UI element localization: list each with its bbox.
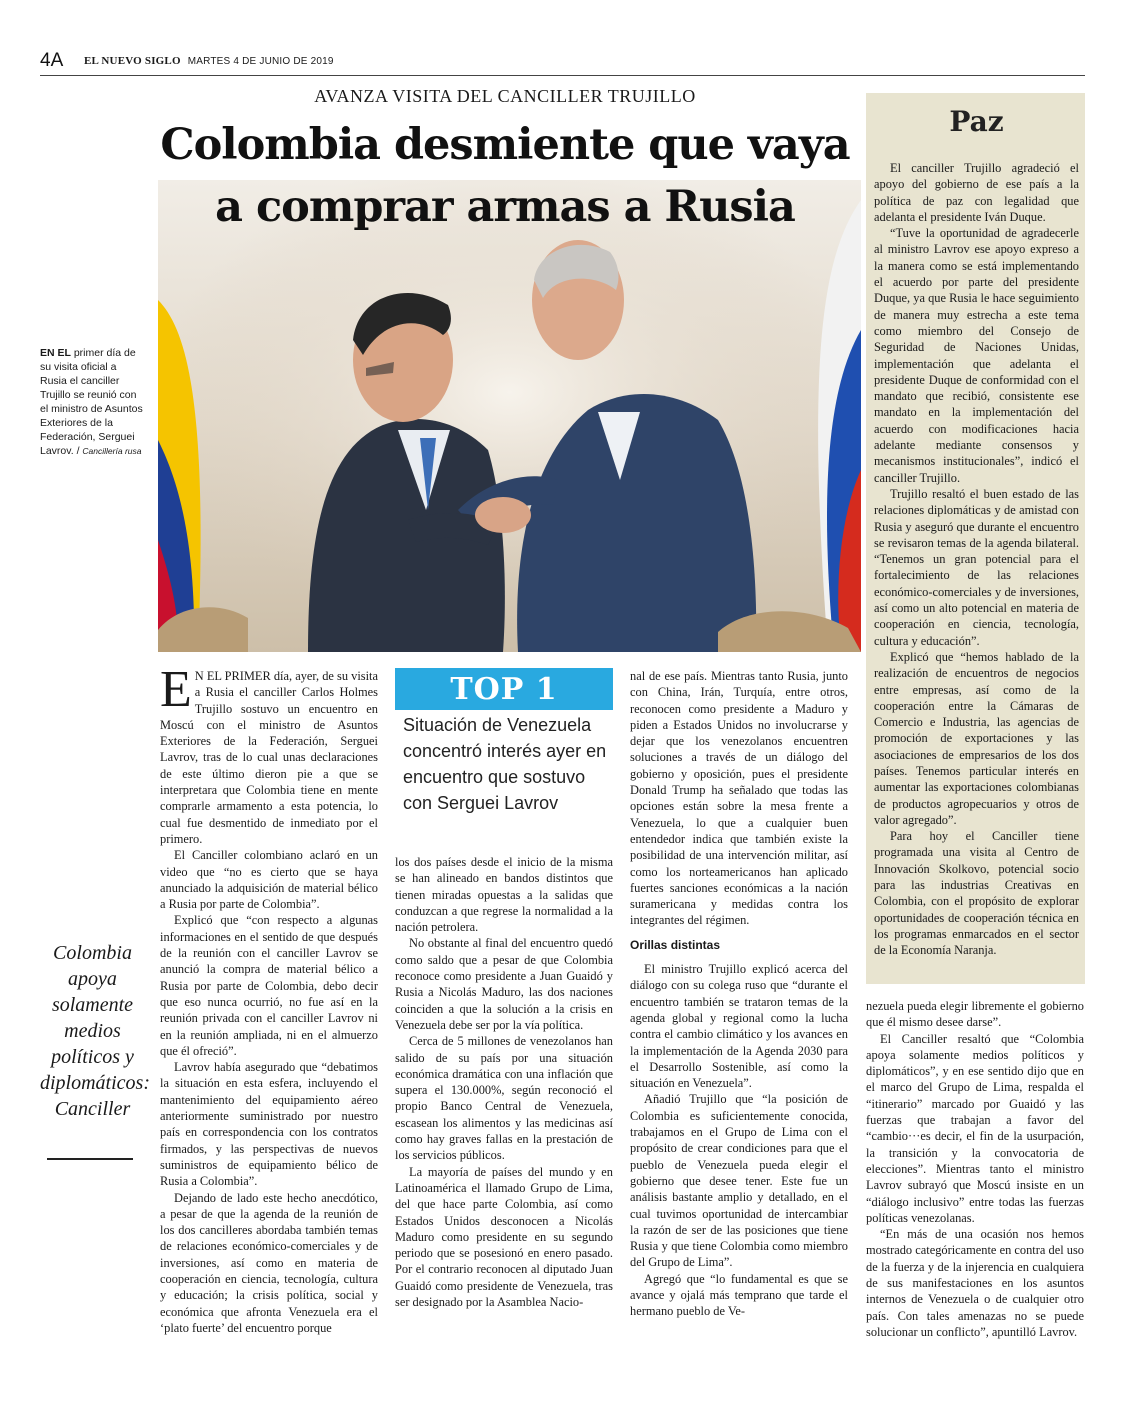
caption-lead: EN EL bbox=[40, 347, 71, 359]
pull-quote: Colombia apoya solamente medios políticos y diplomáticos: Canciller bbox=[40, 942, 150, 1120]
body-paragraph: No obstante al final del encuentro quedó como saldo que a pesar de que Colombia reconoce como presidente a Juan Guaidó y Rusia a Nicolás Maduro, las dos naciones coinciden a que la solución a la crisis en Venezuela debe ser por la vía política. bbox=[395, 936, 613, 1032]
body-column-1 bbox=[160, 661, 378, 1336]
sidebar-paragraph: Explicó que “hemos hablado de la realización de encuentros de negocios entre empresas, así como de la cooperación entre la Cámaras de Comercio e Industria, las agencias de promoción de exportaciones y las asociaciones de empresarios de los dos países. Tenemos particular interés en aumentar las exportaciones colombianas de productos agropecuarios y otros de valor agregado”. bbox=[874, 649, 1079, 827]
sidebar-box-paz bbox=[866, 93, 1085, 984]
sidebar-paragraph: Para hoy el Canciller tiene programada una visita al Centro de Innovación Skolkovo, potencial socio para las industrias Creativas en Colombia, con el propósito de explorar oportunidades de cooperación técnica en los programas enmarcados en el sector de la Economía Naranja. bbox=[874, 829, 1079, 958]
photo-caption bbox=[40, 346, 144, 458]
page-number: 4A bbox=[40, 50, 64, 71]
body-paragraph: El ministro Trujillo explicó acerca del diálogo con su colega ruso que “durante el encuentro también se trataron temas de la agenda global y regional como la lucha contra el cambio climático y los avances en la implementación de la Agenda 2030 para el Desarrollo Sostenible, así como la situación en Venezuela”. bbox=[630, 962, 848, 1091]
body-paragraph: Lavrov había asegurado que “debatimos la situación en esta esfera, incluyendo el mantenimiento del equipamiento aéreo anteriormente suministrado por nuestro país en correspondencia con los contratos firmados, y las perspectivas de nuevos suministros de equipamiento bélico de Rusia a Colombia”. bbox=[160, 1060, 378, 1189]
body-paragraph: El Canciller resaltó que “Colombia apoya solamente medios políticos y diplomáticos”, y en ese sentido dijo que en el marco del Grupo de Lima, respalda el “itinerario” marcado por Guaidó y las fuerzas que trabajan a favor del “cambio···es decir, el fin de la usurpación, la transición y la convocatoria de elecciones”. Mientras tanto el ministro Lavrov subrayó que Moscú insiste en un “diálogo inclusivo” entre todas las fuerzas políticas venezolanas. bbox=[866, 1031, 1084, 1225]
sidebar-paragraph: El canciller Trujillo agradeció el apoyo del gobierno de ese país a la política de paz con legalidad que adelanta el presidente Iván Duque. bbox=[874, 161, 1079, 224]
body-paragraph: Añadió Trujillo que “la posición de Colombia es suficientemente conocida, trabajamos en el Grupo de Lima con el propósito de crear condiciones para que el pueblo de Venezuela pueda elegir el gobierno que desee tener. Este fue un análisis bastante amplio y detallado, en el cual tuvimos oportunidad de intercambiar la razón de ser de las posiciones que tiene Rusia y que tiene Colombia como miembro del Grupo de Lima”. bbox=[630, 1092, 848, 1270]
body-paragraph: Explicó que “con respecto a algunas informaciones en el sentido de que después de la reunión con el canciller Lavrov se anunció la compra de material bélico a Rusia por parte de Colombia, debo decir que eso nunca ocurrió, no fue así en la reunión privada con el canciller Lavrov ni en la reunión ampliada, ni en el almuerzo que él ofreció”. bbox=[160, 913, 378, 1058]
page-header bbox=[40, 50, 1085, 76]
headline-line-1: Colombia desmiente que vaya bbox=[160, 120, 850, 170]
handshake-photo bbox=[158, 180, 861, 652]
top1-banner bbox=[395, 668, 613, 710]
body-paragraph: El Canciller colombiano aclaró en un video que “no es cierto que se haya anunciado la adquisición de material bélico a Rusia por parte de Colombia”. bbox=[160, 848, 378, 912]
caption-text: primer día de su visita oficial a Rusia el canciller Trujillo se reunió con el ministro de Asuntos Exteriores de la Federación, Serguei Lavrov. / bbox=[40, 347, 143, 457]
body-paragraph: La mayoría de países del mundo y en Latinoamérica el llamado Grupo de Lima, del que hace parte Colombia, así como Estados Unidos desconocen a Nicolás Maduro como presidente en su segundo periodo que se posesionó en enero pasado. Por el contrario reconocen al diputado Juan Guaidó como presidente de Venezuela, tras ser designado por la Asamblea Nacio- bbox=[395, 1164, 613, 1310]
article-photo bbox=[158, 180, 861, 652]
headline-line-2: a comprar armas a Rusia bbox=[215, 182, 795, 232]
body-paragraph: nezuela pueda elegir libremente el gobierno que él mismo desee darse”. bbox=[866, 999, 1084, 1030]
sidebar-paragraph: Trujillo resaltó el buen estado de las relaciones diplomáticas y de amistad con Rusia y aseguró que durante el encuentro se revisaron temas de la agenda bilateral. “Tenemos un gran potencial para el fortalecimiento de las relaciones económico-comerciales y de inversiones, así como un alto potencial en materia de cooperación en ciencia, tecnología, cultura y educación”. bbox=[874, 486, 1079, 648]
body-paragraph: Cerca de 5 millones de venezolanos han salido de su país por una situación económica dramática con una inflación que supera el 130.000%, según reconoció el propio Banco Central de Venezuela, escasean los alimentos y las medicinas así como hay graves fallas en la prestación de los servicios públicos. bbox=[395, 1034, 613, 1163]
body-paragraph: “En más de una ocasión nos hemos mostrado categóricamente en contra del uso de la fuerza y de la injerencia en cualquiera de sus manifestaciones en los asuntos internos de Venezuela o de cualquier otro país. Con tales amenazas no se puede solucionar un conflicto”, apuntilló Lavrov. bbox=[866, 1227, 1084, 1339]
body-paragraph: Agregó que “lo fundamental es que se avance y ojalá más temprano que tarde el hermano pueblo de Ve- bbox=[630, 1271, 848, 1319]
article-headline bbox=[150, 114, 860, 238]
photo-credit: Cancillería rusa bbox=[82, 446, 142, 456]
body-paragraph: Dejando de lado este hecho anecdótico, a pesar de que la agenda de la reunión de los dos cancilleres abordaba también temas de relaciones económico-comerciales y de inversiones, así como en materia de cooperación en ciencia, tecnología, cultura y educación; la crisis política, social y económica que afronta Venezuela era el ‘plato fuerte’ del encuentro porque bbox=[160, 1190, 378, 1335]
body-paragraph: los dos países desde el inicio de la misma se han alineado en bandos distintos que tienen miradas opuestas a la salidas que conduzcan a que regrese la normalidad a la nación petrolera. bbox=[395, 855, 613, 935]
body-column-4 bbox=[866, 998, 1084, 1340]
article-kicker: AVANZA VISITA DEL CANCILLER TRUJILLO bbox=[314, 86, 696, 106]
body-column-2 bbox=[395, 854, 613, 1310]
pull-quote-rule bbox=[47, 1158, 133, 1160]
sidebar-title: Paz bbox=[949, 105, 1004, 138]
body-column-3 bbox=[630, 668, 848, 1320]
drop-cap: E bbox=[160, 661, 192, 718]
issue-date: MARTES 4 DE JUNIO DE 2019 bbox=[187, 56, 334, 67]
section-subhead: Orillas distintas bbox=[630, 937, 721, 952]
top1-summary: Situación de Venezuela concentró interés ayer en encuentro que sostuvo con Serguei Lavrov bbox=[403, 715, 607, 813]
sidebar-paragraph: “Tuve la oportunidad de agradecerle al ministro Lavrov ese apoyo expreso a la manera como se está implementando el acuerdo por parte del presidente Duque, ya que Rusia le hace seguimiento de manera muy estrecha a este tema como miembro del Consejo de Seguridad de Naciones Unidas, implementación que adelanta el presidente Duque de conformidad con el mandato que recibió, consistente ese mandato en la implementación del acuerdo con modificaciones hacia adelante mediante consensos y mecanismos institucionales”, indicó el canciller Trujillo. bbox=[874, 226, 1079, 485]
top1-label: TOP 1 bbox=[450, 671, 558, 707]
paper-name: EL NUEVO SIGLO bbox=[84, 55, 181, 67]
masthead bbox=[84, 55, 334, 67]
body-paragraph: E N EL PRIMER día, ayer, de su visita a Rusia el canciller Carlos Holmes Trujillo sostuvo un encuentro en Moscú con el ministro de Asuntos Exteriores de la Federación, Serguei Lavrov, tras de lo cual unas declaraciones de este último dieron pie a que se interpretara que Colombia tiene en mente comprarle armamento a esta potencia, lo cual fue desmentido de inmediato por el primero. bbox=[160, 661, 378, 846]
body-paragraph: nal de ese país. Mientras tanto Rusia, junto con China, Irán, Turquía, entre otros, reconocen como presidente a Maduro y piden a Estados Unidos no involucrarse y dejar que los venezolanos encuentren soluciones a través de un diálogo del gobierno y oposición, pues el presidente Donald Trump ha señalado que todas las opciones están sobre la mesa frente a Venezuela, lo que a cualquier buen entendedor indica que también existe la posibilidad de una intervención militar, así como los norteamericanos han aplicado fuertes sanciones económicas a la nación suramericana y medidas contra los integrantes del régimen. bbox=[630, 669, 848, 928]
